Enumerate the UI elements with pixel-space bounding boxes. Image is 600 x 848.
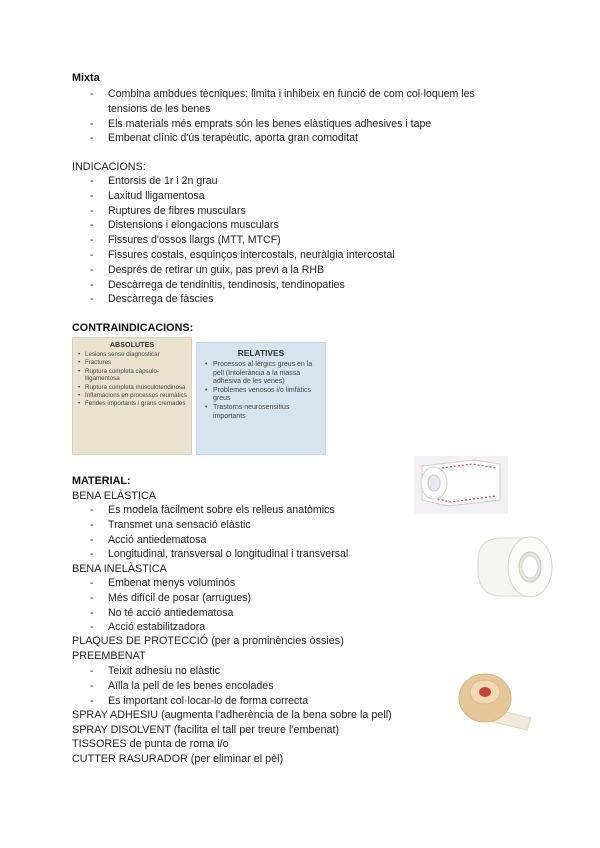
- absolutes-item: • Ruptura completa músculotendinosa: [77, 384, 187, 391]
- plaques-line: PLAQUES DE PROTECCIÓ (per a prominències òssies): [72, 635, 344, 647]
- list-item: - Descàrrega de fàscies: [90, 292, 395, 307]
- list-item: - Acció antiedematosa: [90, 533, 348, 548]
- bena-elastica-list: [90, 503, 348, 562]
- inelastic-tape-image: [474, 530, 558, 606]
- elastic-bandage-image: [414, 456, 508, 514]
- list-item: - Després de retirar un guix, pas previ a la RHB: [90, 263, 395, 278]
- indicacions-heading: INDICACIONS:: [72, 161, 146, 173]
- relatives-item: • Problemes venosos i/o limfàtics greus: [203, 387, 319, 404]
- absolutes-table: [72, 337, 192, 455]
- absolutes-item: • Fractures: [77, 359, 187, 366]
- list-item: - Els materials més emprats són les benes elàstiques adhesives i tape: [90, 117, 508, 132]
- list-item: - Longitudinal, transversal o longitudinal i transversal: [90, 547, 348, 562]
- list-item: - Acció estabilitzadora: [90, 620, 251, 635]
- relatives-item: • Trastorns neurosensitius importants: [203, 404, 319, 421]
- absolutes-item: • Ferides importants i grans cremades: [77, 400, 187, 407]
- list-item: - Ruptures de fibres musculars: [90, 204, 395, 219]
- list-item: - Descàrrega de tendinitis, tendinosis, tendinopaties: [90, 278, 395, 293]
- tissores-line: TISSORES de punta de roma i/o: [72, 738, 229, 750]
- absolutes-title: ABSOLUTES: [109, 340, 155, 349]
- list-item: - Aïlla la pell de les benes encolades: [90, 679, 308, 694]
- contraindicacions-heading: CONTRAINDICACIONS:: [72, 322, 194, 334]
- list-item: - Combina ambdues tècniques: limita i inhibeix en funció de com col·loquem les tensions de les benes: [90, 87, 508, 117]
- absolutes-item: • Lesions sense diagnosticar: [77, 351, 187, 358]
- list-item: - No té acció antiedematosa: [90, 606, 251, 621]
- relatives-title: RELATIVES: [237, 348, 285, 358]
- list-item: - Teixit adhesiu no elàstic: [90, 664, 308, 679]
- indicacions-list: [90, 174, 395, 307]
- bena-elastica-heading: BENA ELÀSTICA: [72, 490, 157, 502]
- list-item: - Fissures costals, esquinços intercostals, neuràlgia intercostal: [90, 248, 395, 263]
- list-item: - Distensions i elongacions musculars: [90, 218, 395, 233]
- list-item: - Transmet una sensació elàstic: [90, 518, 348, 533]
- list-item: - Embenat clínic d'ús terapèutic, aporta gran comoditat: [90, 131, 508, 146]
- list-item: - Fissures d'ossos llargs (MTT, MTCF): [90, 233, 395, 248]
- relatives-item: • Processos al·lèrgics greus en la pell (Intolerància a la massa adhesiva de les venes): [203, 361, 319, 387]
- list-item: - Es modela fàcilment sobre els relleus anatòmics: [90, 503, 348, 518]
- list-item: - Laxitud lligamentosa: [90, 189, 395, 204]
- bena-inelastica-heading: BENA INELÀSTICA: [72, 563, 167, 575]
- preembenat-heading: PREEMBENAT: [72, 650, 146, 662]
- absolutes-item: • Inflamacions en processos reumàtics: [77, 392, 187, 399]
- mixta-list: [90, 87, 508, 146]
- list-item: - Es important col·locar-lo de forma correcta: [90, 694, 308, 709]
- spray-disolvent-line: SPRAY DISOLVENT (facilita el tall per treure l'embenat): [72, 724, 340, 736]
- mixta-heading: Mixta: [72, 72, 100, 84]
- list-item: - Més difícil de posar (arrugues): [90, 591, 251, 606]
- bena-inelastica-list: [90, 576, 251, 635]
- material-heading: MATERIAL:: [72, 475, 131, 487]
- relatives-table: [196, 342, 326, 455]
- preembenat-list: [90, 664, 308, 708]
- prewrap-image: [451, 668, 535, 734]
- list-item: - Entorsis de 1r i 2n grau: [90, 174, 395, 189]
- absolutes-item: • Ruptura completa càpsulo-lligamentosa: [77, 368, 187, 383]
- cutter-line: CUTTER RASURADOR (per eliminar el pèl): [72, 753, 284, 765]
- spray-adhesiu-line: SPRAY ADHESIU (augmenta l'adherència de la bena sobre la pell): [72, 709, 392, 721]
- list-item: - Embenat menys voluminós: [90, 576, 251, 591]
